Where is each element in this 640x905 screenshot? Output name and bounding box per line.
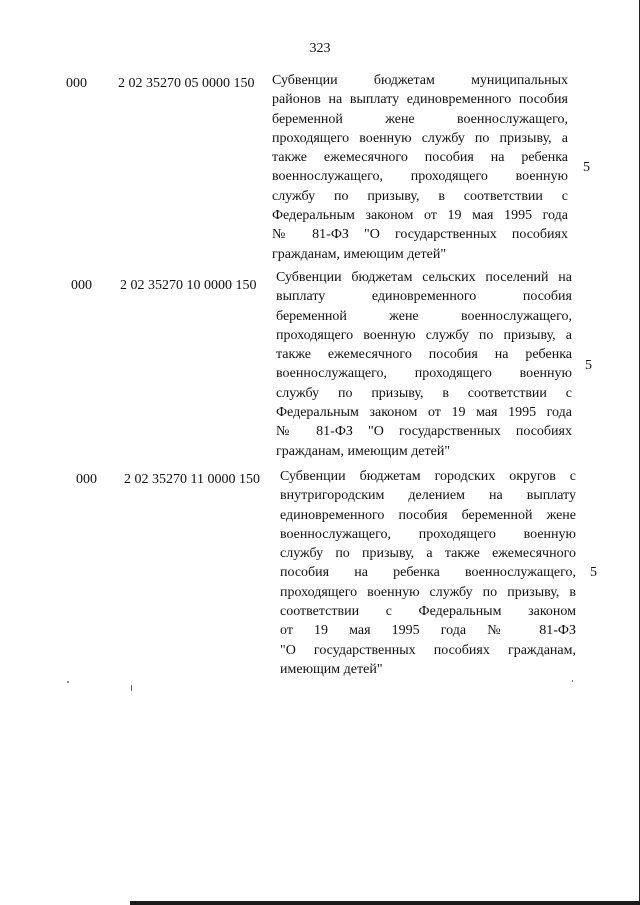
scan-edge-bottom [130, 901, 640, 905]
budget-classification-code: 2 02 35270 05 0000 150 [118, 76, 255, 91]
admin-code: 000 [76, 472, 97, 487]
description-line: № 81-ФЗ "О государственных пособиях [272, 227, 568, 243]
row-description [276, 268, 572, 461]
description-line: "О государственных пособиях гражданам, [280, 642, 576, 658]
description-line: пособия на ребенка военнослужащего, [280, 565, 576, 581]
description-line: имеющим детей" [280, 661, 383, 677]
amount: 5 [583, 160, 590, 175]
description-line: проходящего военную службу по призыву, а [276, 327, 572, 343]
description-line: проходящего военную службу по призыву, а [272, 130, 568, 146]
budget-classification-code: 2 02 35270 10 0000 150 [120, 278, 257, 293]
description-line: внутригородским делением на выплату [280, 488, 576, 504]
description-line: гражданам, имеющим детей" [272, 246, 447, 262]
description-line: также ежемесячного пособия на ребенка [272, 150, 568, 166]
description-line: Федеральным законом от 19 мая 1995 года [272, 208, 568, 224]
description-line: районов на выплату единовременного пособия [272, 92, 568, 108]
description-line: Субвенции бюджетам сельских поселений на [276, 270, 572, 285]
description-line: № 81-ФЗ "О государственных пособиях [276, 424, 572, 440]
description-line: военнослужащего, проходящего военную [272, 169, 568, 185]
description-line: военнослужащего, проходящего военную [276, 366, 572, 382]
row-description [280, 467, 576, 679]
amount: 5 [585, 358, 592, 373]
row-description [272, 71, 568, 264]
description-line: службу по призыву, а также ежемесячного [280, 546, 576, 562]
description-line: также ежемесячного пособия на ребенка [276, 347, 572, 363]
description-line: гражданам, имеющим детей" [276, 443, 451, 459]
description-line: службу по призыву, в соответствии с [276, 385, 572, 401]
description-line: соответствии с Федеральным законом [280, 604, 576, 620]
description-line: единовременного пособия беременной жене [280, 507, 576, 523]
description-line: беременной жене военнослужащего, [276, 308, 572, 324]
description-line: от 19 мая 1995 года № 81-ФЗ [280, 623, 576, 639]
description-line: проходящего военную службу по призыву, в [280, 584, 576, 600]
description-line: Субвенции бюджетам муниципальных [272, 73, 568, 88]
description-line: беременной жене военнослужащего, [272, 111, 568, 127]
scan-speck [67, 681, 69, 683]
description-line: выплату единовременного пособия [276, 289, 572, 305]
scan-speck [131, 685, 132, 691]
scan-speck [572, 680, 573, 682]
description-line: Федеральным законом от 19 мая 1995 года [276, 405, 572, 421]
admin-code: 000 [71, 278, 92, 293]
page-number: 323 [309, 41, 331, 56]
description-line: Субвенции бюджетам городских округов с [280, 469, 576, 484]
amount: 5 [590, 565, 597, 580]
description-line: военнослужащего, проходящего военную [280, 526, 576, 542]
budget-classification-code: 2 02 35270 11 0000 150 [124, 472, 260, 487]
description-line: службу по призыву, в соответствии с [272, 188, 568, 204]
admin-code: 000 [66, 76, 87, 91]
